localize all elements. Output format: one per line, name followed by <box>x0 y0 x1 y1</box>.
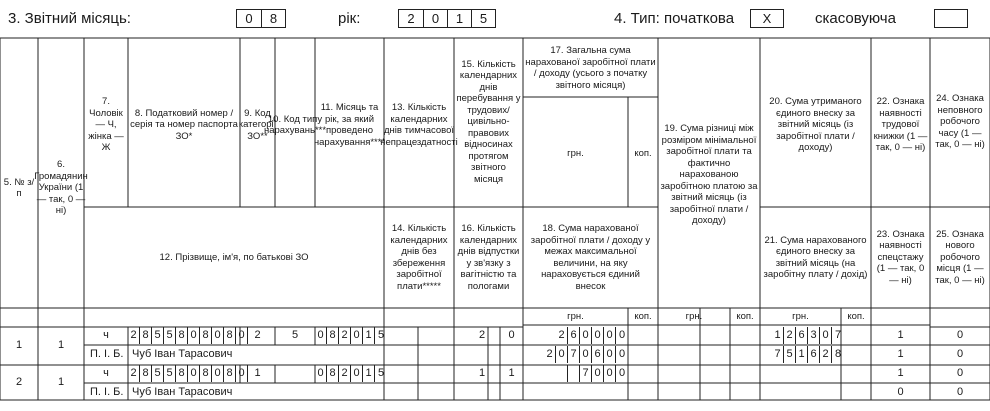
col-20-kop: коп. <box>847 311 865 322</box>
col-9-header: 9. Код категорії ЗО** <box>238 107 277 142</box>
row-name[interactable]: Чуб Іван Тарасович <box>132 386 233 398</box>
month-digits[interactable] <box>236 9 286 28</box>
col-23-header: 23. Ознака наявності спецстажу (1 — так, 0 — ні) <box>876 228 925 286</box>
cancel-label: скасовуюча <box>815 10 896 27</box>
col-6-header: 6. Громадянин України (1 — так, 0 — ні) <box>34 159 88 217</box>
year-digit: 2 <box>407 11 415 26</box>
year-digits[interactable] <box>398 9 496 28</box>
row-days15-d2[interactable]: 0 <box>508 329 515 341</box>
year-digit: 1 <box>447 10 471 27</box>
col-20-header: 20. Сума утриманого єдиного внеску за звітний місяць (із заробітної плати / доходу) <box>769 96 862 154</box>
col-13-header: 13. Кількість календарних днів тимчасової непрацездатності <box>380 102 458 148</box>
row-sum21[interactable]: 7 5 1 6 2 8 <box>772 346 844 363</box>
month-digit: 0 <box>245 11 253 26</box>
row-flag23[interactable]: 1 <box>897 348 904 360</box>
row-period[interactable]: 0 8 2 0 1 5 <box>315 327 387 344</box>
month-label: 3. Звітний місяць: <box>8 10 131 27</box>
row-citizen: 1 <box>57 339 65 351</box>
col-5-header: 5. № з/п <box>3 176 35 199</box>
row-days15-d2[interactable]: 1 <box>508 367 515 379</box>
row-sum17[interactable]: 7 0 0 0 <box>556 365 628 382</box>
row-flag24[interactable]: 0 <box>956 329 964 341</box>
row-flag25[interactable]: 0 <box>956 386 964 398</box>
cancel-checkbox[interactable] <box>934 9 968 28</box>
row-number: 1 <box>15 339 23 351</box>
row-tax-number[interactable]: 2 8 5 5 8 0 8 0 8 0 <box>128 365 248 382</box>
year-digit: 0 <box>423 10 447 27</box>
row-pib-label: П. І. Б. <box>90 348 124 360</box>
col-12-header: 12. Прізвище, ім'я, по батькові ЗО <box>159 251 309 263</box>
month-digit: 8 <box>261 10 285 27</box>
row-sex[interactable]: ч <box>103 329 109 341</box>
row-flag22[interactable]: 1 <box>897 367 904 379</box>
row-name[interactable]: Чуб Іван Тарасович <box>132 348 233 360</box>
row-sum20[interactable]: 1 2 6 3 0 7 <box>772 327 844 344</box>
col-25-header: 25. Ознака нового робочого місця (1 — так, 0 — ні) <box>935 228 985 286</box>
row-category[interactable]: 2 <box>254 329 261 341</box>
col-21-header: 21. Сума нарахованого єдиного внеску за звітний місяць (на заробітну плату / дохід) <box>763 234 868 280</box>
col-24-header: 24. Ознака неповного робочого часу (1 — так, 0 — ні) <box>935 93 985 151</box>
row-sum18[interactable]: 2 0 7 0 6 0 0 <box>544 346 628 363</box>
col-18-kop: коп. <box>634 311 652 322</box>
row-accrual-type[interactable]: 5 <box>291 329 299 341</box>
row-tax-number[interactable]: 2 8 5 5 8 0 8 0 8 0 <box>128 327 248 344</box>
row-sex[interactable]: ч <box>103 367 109 379</box>
col-20-grn: грн. <box>792 311 809 322</box>
col-18-grn: грн. <box>567 311 584 322</box>
row-days15-d1[interactable]: 2 <box>478 329 486 341</box>
row-flag24[interactable]: 0 <box>956 367 964 379</box>
col-22-header: 22. Ознака наявності трудової книжки (1 — так, 0 — ні) <box>873 96 928 154</box>
col-16-header: 16. Кількість календарних днів відпустки у зв'язку з вагітністю та пологами <box>457 223 520 292</box>
col-8-header: 8. Податковий номер / серія та номер паспорта ЗО* <box>130 107 238 142</box>
row-flag25[interactable]: 0 <box>956 348 964 360</box>
col-17-header: 17. Загальна сума нарахованої заробітної плати / доходу (усього з початку звітного місяця) <box>525 45 656 91</box>
year-label: рік: <box>338 10 361 27</box>
row-flag23[interactable]: 0 <box>897 386 904 398</box>
col-7-header: 7. Чоловік — Ч, жінка — Ж <box>88 96 124 154</box>
row-flag22[interactable]: 1 <box>897 329 904 341</box>
row-sum17[interactable]: 2 6 0 0 0 0 <box>556 327 628 344</box>
col-19-header: 19. Сума різниці між розміром мінімальної заробітної плати та фактично нарахованою заробітною платою за звітний місяць (із заробітної плати / доходу) <box>660 123 758 227</box>
initial-checkbox[interactable]: X <box>750 9 784 28</box>
col-17-grn: грн. <box>567 148 584 159</box>
col-19-kop: коп. <box>736 311 754 322</box>
col-10-header: 10. Код типу нарахувань*** <box>263 113 327 136</box>
col-19-grn: грн. <box>685 311 703 322</box>
row-citizen: 1 <box>57 376 65 388</box>
row-category[interactable]: 1 <box>254 367 261 379</box>
row-period[interactable]: 0 8 2 0 1 5 <box>315 365 387 382</box>
row-pib-label: П. І. Б. <box>90 386 124 398</box>
row-days15-d1[interactable]: 1 <box>478 367 486 379</box>
col-15-header: 15. Кількість календарних днів перебування у трудових/ цивільно-правових відносинах протягом звітного місяця <box>456 58 521 185</box>
col-18-header: 18. Сума нарахованої заробітної плати / доходу у межах максимальної величини, на яку нараховується єдиний внесок <box>530 223 651 292</box>
type-label: 4. Тип: початкова <box>614 10 735 27</box>
col-17-kop: коп. <box>634 148 652 159</box>
col-11-header: 11. Місяць та рік, за який проведено нарахування**** <box>313 102 386 148</box>
year-digit: 5 <box>471 10 495 27</box>
col-14-header: 14. Кількість календарних днів без збереження заробітної плати***** <box>390 223 448 292</box>
row-number: 2 <box>15 376 23 388</box>
